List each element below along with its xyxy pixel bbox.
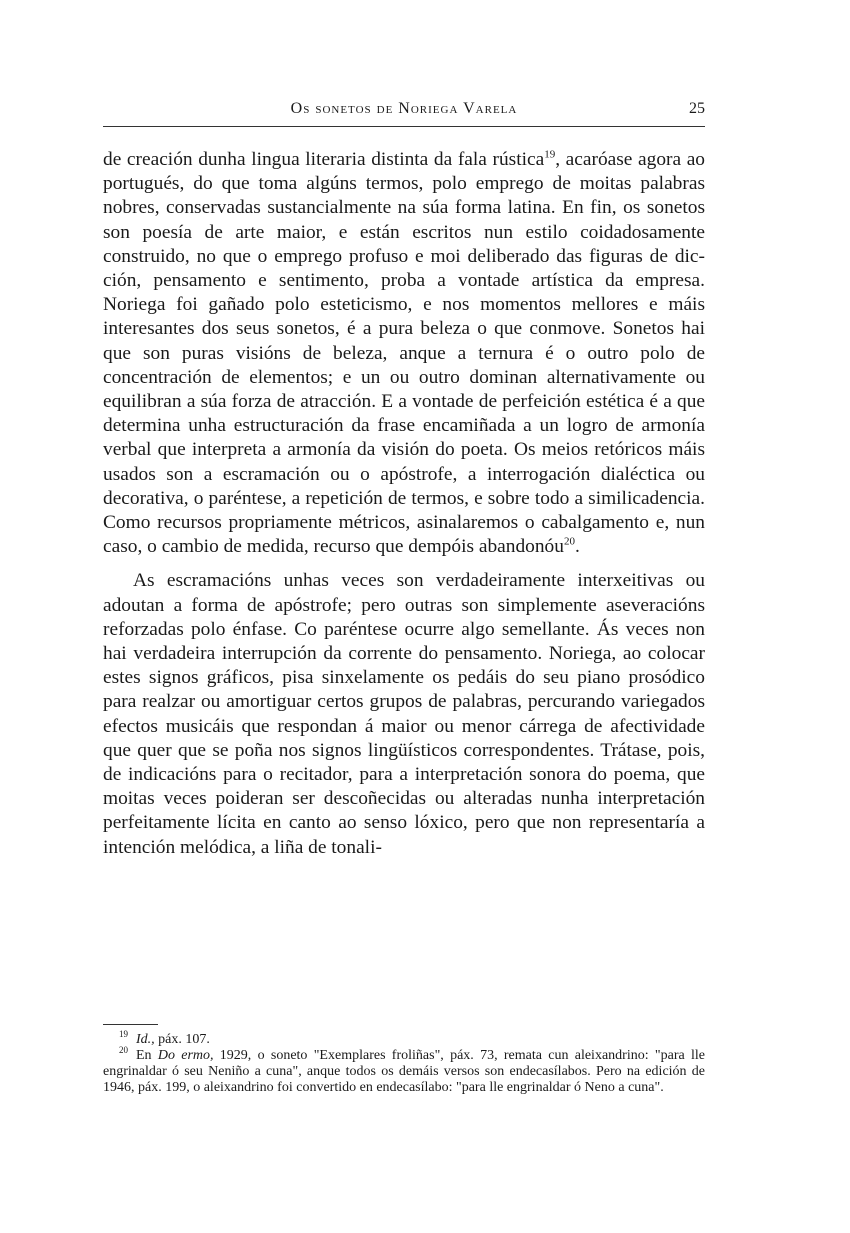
running-title: Os sonetos de Noriega Varela <box>290 100 518 117</box>
footnote-text-b: 1929, o soneto "Exemplares froliñas", páx. 73, remata cun aleixandrino: "para lle engrinaldar ó seu Neniño a cuna", anque todos os demáis versos son endecasílabos. Pero na edición de 1946, páx. 199, o aleixandrino foi convertido en endecasílabo: "para lle engrinaldar ó Neno a cuna". <box>103 1048 705 1095</box>
footnotes <box>103 1029 705 1096</box>
paragraph-1-text-c: . <box>574 536 580 558</box>
page-number: 25 <box>689 100 705 117</box>
footnote-italic: Do ermo, <box>157 1048 214 1063</box>
footnote-ref-20: 20 <box>563 535 575 548</box>
footnote-rule <box>103 1024 158 1025</box>
footnote-mark: 20 <box>119 1045 128 1056</box>
paragraph-2: As escramacións unhas veces son verdadeiramente interxeitivas ou adoutan a forma de apóstrofe; pero outras son simplemente aseveracións reforzadas polo énfase. Co paréntese ocurre algo semellante. Ás veces non hai verdadeira interrupción da corrente do pensamento. Noriega, ao colocar estes signos gráficos, pisa sinxelamente os pedáis do seu piano prosódico para realzar ou amortiguar certos grupos de palabras, percurando variegados efectos musicáis que respondan á maior ou menor cárrega de afectividade que quer que se poña nos signos lingüísticos correspondentes. Trátase, pois, de indicacións para o recitador, para a interpretación sonora do poema, que moitas veces poideran ser descoñecidas ou alteradas nunha interpretación perfeitamente lícita en canto ao senso lóxico, pero que non representaría a intención melódica, a liña de tonali- <box>103 570 705 858</box>
footnote-text-a: En <box>136 1048 158 1063</box>
header-rule <box>103 126 705 127</box>
paragraph-1-text-a: de creación dunha lingua literaria distinta da fala rústica <box>103 149 545 170</box>
paragraph-1-text-b: , acaróase agora ao portugués, do que toma algúns termos, polo emprego de moitas palabras nobres, conservadas sustancialmente na súa forma latina. En fin, os sonetos son poesía de arte maior, e están escritos nun estilo coidadosamente construido, no que o emprego profuso e moi deliberado das figuras de dicción, pensamento e sentimento, proba a vontade artística da empresa. Noriega foi gañado polo esteticismo, e nos momentos mellores e máis interesantes dos seus sonetos, é a pura beleza o que conmove. Sonetos hai que son puras visións de beleza, anque a ternura é o outro polo de concentración de elementos; e un ou outro dominan alternativamente ou equilibran a súa forza de atracción. E a vontade de perfeición estética é a que determina unha estructuración da frase encamiñada a un logro de armonía verbal que interpreta a armonía da visión do poeta. Os meios retóricos máis usados son a escramación ou o apóstrofe, a interrogación dialéctica ou decorativa, o paréntese, a repetición de termos, e sobre todo a similicadencia. Como recursos propriamente métricos, asinalaremos o cabalgamento e, nun caso, o cambio de medida, recurso que dempóis abandonóu <box>103 149 706 558</box>
footnote-ref-19: 19 <box>544 148 556 161</box>
footnote-italic: Id., <box>136 1032 155 1047</box>
footnote-19 <box>103 1029 705 1048</box>
paragraph-1 <box>103 148 705 559</box>
running-head <box>103 100 705 122</box>
body-text <box>103 148 705 860</box>
footnote-text: páx. 107. <box>154 1032 210 1047</box>
footnote-20 <box>103 1045 705 1096</box>
footnote-mark: 19 <box>119 1029 128 1040</box>
